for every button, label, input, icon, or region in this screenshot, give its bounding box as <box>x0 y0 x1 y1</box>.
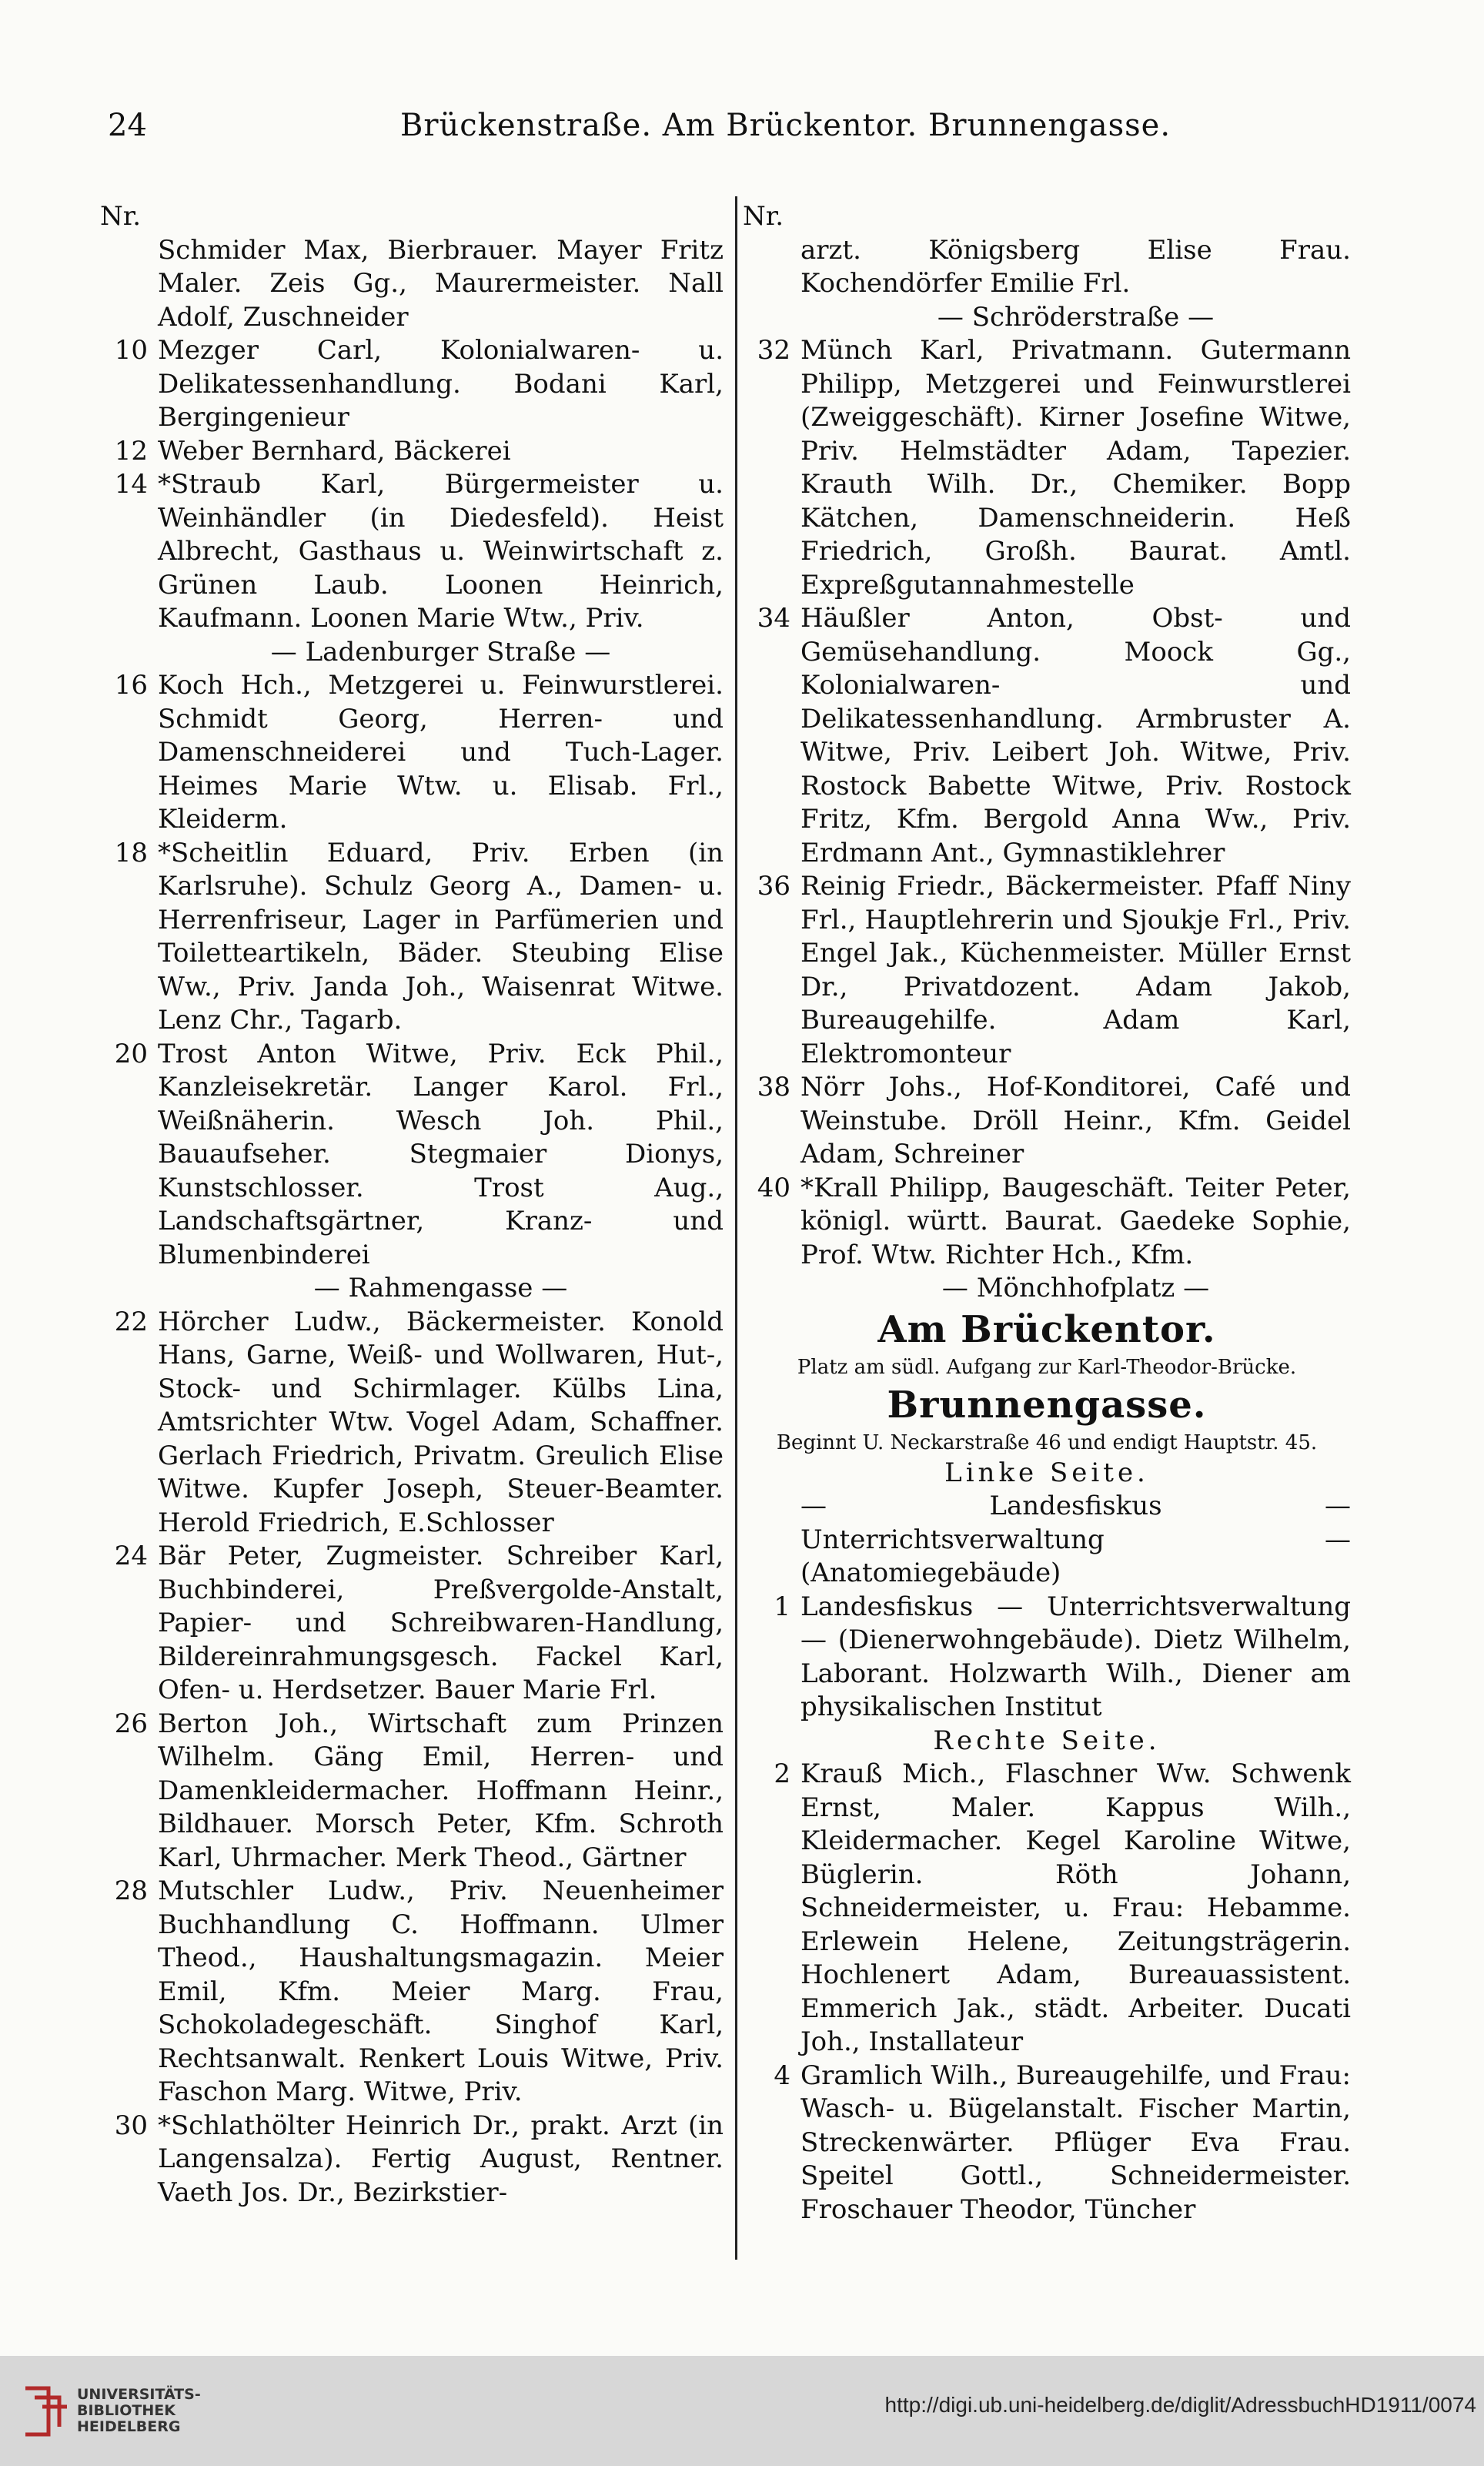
nr-label: Nr. <box>743 201 784 232</box>
address-entry <box>743 870 1351 1071</box>
house-number: 30 <box>114 2110 148 2141</box>
house-number: 40 <box>757 1172 790 1203</box>
entry-text: Reinig Friedr., Bäckermeister. Pfaff Niny Frl., Hauptlehrerin und Sjoukje Frl., Priv. Engel Jak., Küchenmeister. Müller Ernst Dr., Privatdozent. Adam Jakob, Bureaugehilfe. Adam Karl, Elektromonteur <box>800 871 1351 1069</box>
entry-text: Nörr Johs., Hof-Konditorei, Café und Weinstube. Dröll Heinr., Kfm. Geidel Adam, Schreiner <box>800 1072 1351 1169</box>
house-number: 18 <box>114 837 148 868</box>
running-head <box>100 108 1378 154</box>
address-entry <box>100 837 724 1038</box>
address-entry <box>743 334 1351 602</box>
footer-bar <box>0 2356 1484 2466</box>
entry-text: *Krall Philipp, Baugeschäft. Teiter Peter, königl. württ. Baurat. Gaedeke Sophie, Prof. Wtw. Richter Hch., Kfm. <box>800 1172 1351 1270</box>
entry-text: *Straub Karl, Bürgermeister u. Weinhändler (in Diedesfeld). Heist Albrecht, Gasthaus u. Weinwirtschaft z. Grünen Laub. Loonen Heinrich, Kaufmann. Loonen Marie Wtw., Priv. <box>158 469 724 634</box>
house-number: 1 <box>774 1591 790 1622</box>
entry-text: Landesfiskus — Unterrichtsverwaltung — (Dienerwohngebäude). Dietz Wilhelm, Laborant. Holzwarth Wilh., Diener am physikalischen Institut <box>800 1591 1351 1722</box>
address-entry <box>100 1038 724 1273</box>
entry-text: *Schlathölter Heinrich Dr., prakt. Arzt (in Langensalza). Fertig August, Rentner. Vaeth Jos. Dr., Bezirkstier- <box>158 2110 724 2208</box>
street-note: Beginnt U. Neckarstraße 46 und endigt Hauptstr. 45. <box>776 1430 1318 1454</box>
entry-text: Gramlich Wilh., Bureaugehilfe, und Frau: Wasch- u. Bügelanstalt. Fischer Martin, Streckenwärter. Pflüger Eva Frau. Speitel Gottl., Schneidermeister. Froschauer Theodor, Tüncher <box>800 2059 1351 2225</box>
house-number: 36 <box>757 871 790 902</box>
house-number: 34 <box>757 603 790 634</box>
entry-text: Häußler Anton, Obst- und Gemüsehandlung. Moock Gg., Kolonialwaren- und Delikatessenhandlung. Armbruster A. Witwe, Priv. Leibert Joh. Witwe, Priv. Rostock Babette Witwe, Priv. Rostock Fritz, Kfm. Bergold Anna Ww., Priv. Erdmann Ant., Gymnastiklehrer <box>800 603 1351 868</box>
address-entry <box>100 1306 724 1541</box>
continued-entry: arzt. Königsberg Elise Frau. Kochendörfer Emilie Frl. <box>800 234 1351 299</box>
cross-street: — Rahmengasse — <box>313 1273 568 1303</box>
entry-text: Mutschler Ludw., Priv. Neuenheimer Buchhandlung C. Hoffmann. Ulmer Theod., Haushaltungsmagazin. Meier Emil, Kfm. Meier Marg. Frau, Schokoladegeschäft. Singhof Karl, Rechtsanwalt. Renkert Louis Witwe, Priv. Faschon Marg. Witwe, Priv. <box>158 1875 724 2107</box>
entry-text: Münch Karl, Privatmann. Gutermann Philipp, Metzgerei und Feinwurstlerei (Zweiggeschäft). Kirner Josefine Witwe, Priv. Helmstädter Adam, Tapezier. Krauth Wilh. Dr., Chemiker. Bopp Kätchen, Damenschneiderin. Heß Friedrich, Großh. Baurat. Amtl. Expreßgutannahmestelle <box>800 335 1351 601</box>
address-entry <box>100 468 724 636</box>
address-entry <box>100 435 724 469</box>
house-number: 26 <box>114 1708 148 1739</box>
street-side-label: Linke Seite. <box>944 1457 1149 1488</box>
house-number: 38 <box>757 1072 790 1103</box>
address-entry <box>100 1875 724 2110</box>
continued-entry: Schmider Max, Bierbrauer. Mayer Fritz Maler. Zeis Gg., Maurermeister. Nall Adolf, Zuschneider <box>158 234 724 333</box>
library-logo-icon <box>19 2381 70 2442</box>
right-column <box>743 200 1351 2227</box>
street-heading: Brunnengasse. <box>887 1383 1207 1427</box>
house-number: 12 <box>114 435 148 467</box>
column-divider <box>735 196 737 2260</box>
house-number: 22 <box>114 1306 148 1337</box>
house-number: 24 <box>114 1541 148 1571</box>
street-note: Platz am südl. Aufgang zur Karl-Theodor-Brücke. <box>797 1355 1297 1379</box>
page-number: 24 <box>108 108 147 143</box>
nr-label: Nr. <box>100 201 142 232</box>
entry-text: Weber Bernhard, Bäckerei <box>158 435 511 467</box>
entry-text: Mezger Carl, Kolonialwaren- u. Delikatessenhandlung. Bodani Karl, Bergingenieur <box>158 335 724 433</box>
entry-text: Krauß Mich., Flaschner Ww. Schwenk Ernst, Maler. Kappus Wilh., Kleidermacher. Kegel Karoline Witwe, Büglerin. Röth Johann, Schneidermeister, u. Frau: Hebamme. Erlewein Helene, Zeitungsträgerin. Hochlenert Adam, Bureauassistent. Emmerich Jak., städt. Arbeiter. Ducati Joh., Installateur <box>800 1758 1351 2057</box>
entry-text: *Scheitlin Eduard, Priv. Erben (in Karlsruhe). Schulz Georg A., Damen- u. Herrenfriseur, Lager in Parfümerien und Toiletteartikeln, Bäder. Steubing Elise Ww., Priv. Janda Joh., Waisenrat Witwe. Lenz Chr., Tagarb. <box>158 837 724 1036</box>
address-entry <box>743 1172 1351 1273</box>
address-entry <box>100 1540 724 1708</box>
library-name: UNIVERSITÄTS- BIBLIOTHEK HEIDELBERG <box>77 2386 201 2435</box>
address-entry <box>743 1758 1351 2059</box>
address-entry <box>100 669 724 837</box>
house-number: 4 <box>774 2059 790 2091</box>
street-side-label: Rechte Seite. <box>933 1725 1161 1756</box>
entry-text: Berton Joh., Wirtschaft zum Prinzen Wilhelm. Gäng Emil, Herren- und Damenkleidermacher. Hoffmann Heinr., Bildhauer. Morsch Peter, Kfm. Schroth Karl, Uhrmacher. Merk Theod., Gärtner <box>158 1708 724 1873</box>
house-number: 28 <box>114 1875 148 1906</box>
address-entry: — Landesfiskus — Unterrichtsverwaltung — (Anatomiegebäude) <box>800 1491 1351 1588</box>
cross-street: — Schröderstraße — <box>937 301 1215 333</box>
address-entry <box>743 1071 1351 1172</box>
house-number: 2 <box>774 1758 790 1789</box>
address-entry <box>743 602 1351 870</box>
cross-street: — Mönchhofplatz — <box>941 1273 1210 1303</box>
house-number: 14 <box>114 469 148 500</box>
street-heading: Am Brückentor. <box>877 1307 1216 1351</box>
address-entry <box>100 334 724 435</box>
entry-text: Koch Hch., Metzgerei u. Feinwurstlerei. Schmidt Georg, Herren- und Damenschneiderei und Tuch-Lager. Heimes Marie Wtw. u. Elisab. Frl., Kleiderm. <box>158 670 724 835</box>
entry-text: Hörcher Ludw., Bäckermeister. Konold Hans, Garne, Weiß- und Wollwaren, Hut-, Stock- und Schirmlager. Külbs Lina, Amtsrichter Wtw. Vogel Adam, Schaffner. Gerlach Friedrich, Privatm. Greulich Elise Witwe. Kupfer Joseph, Steuer-Beamter. Herold Friedrich, E.Schlosser <box>158 1306 724 1538</box>
left-column <box>100 200 724 2210</box>
house-number: 10 <box>114 335 148 366</box>
entry-text: Bär Peter, Zugmeister. Schreiber Karl, Buchbinderei, Preßvergolde-Anstalt, Papier- und Schreibwaren-Handlung, Bildereinrahmungsgesch. Fackel Karl, Ofen- u. Herdsetzer. Bauer Marie Frl. <box>158 1541 724 1705</box>
address-entry <box>743 2059 1351 2227</box>
page-title: Brückenstraße. Am Brückentor. Brunnengasse. <box>400 108 1171 143</box>
house-number: 20 <box>114 1038 148 1069</box>
source-url-link[interactable]: http://digi.ub.uni-heidelberg.de/diglit/AdressbuchHD1911/0074 <box>884 2393 1476 2417</box>
entry-text: Trost Anton Witwe, Priv. Eck Phil., Kanzleisekretär. Langer Karol. Frl., Weißnäherin. Wesch Joh. Phil., Bauaufseher. Stegmaier Dionys, Kunstschlosser. Trost Aug., Landschaftsgärtner, Kranz- und Blumenbinderei <box>158 1038 724 1270</box>
address-entry <box>743 1591 1351 1725</box>
cross-street: — Ladenburger Straße — <box>270 636 611 668</box>
address-entry <box>100 2110 724 2210</box>
house-number: 16 <box>114 670 148 701</box>
house-number: 32 <box>757 335 790 366</box>
address-entry <box>100 1708 724 1875</box>
